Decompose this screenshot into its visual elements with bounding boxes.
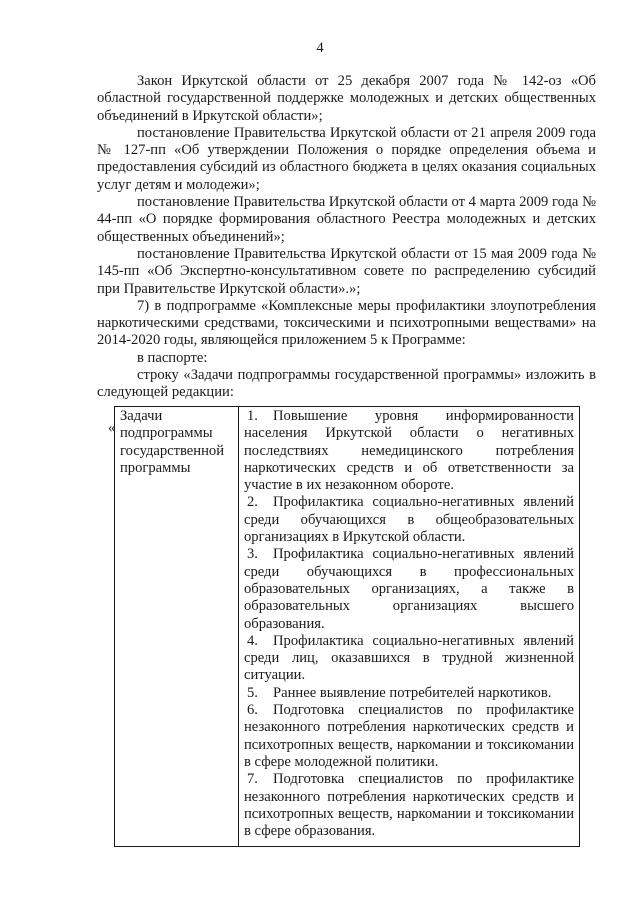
task-text: Повышение уровня информированности населения Иркутской области о негативных последствиях немедицинского потребления наркотических средств и об ответственности за участие в их незаконном обороте.: [244, 408, 574, 494]
task-text: Профилактика социально-негативных явлений среди обучающихся в общеобразовательных организациях в Иркутской области.: [244, 494, 574, 546]
paragraph-resolution-127-pp: постановление Правительства Иркутской области от 21 апреля 2009 года № 127-пп «Об утверждении Положения о порядке определения объема и предоставления субсидий из областного бюджета в целях оказания социальных услуг детям и молодежи»;: [97, 124, 596, 193]
task-item: [244, 771, 574, 840]
page-number: 4: [316, 40, 324, 56]
task-text: Раннее выявление потребителей наркотиков.: [273, 684, 552, 701]
paragraph-in-passport: в паспорте:: [137, 349, 208, 366]
task-number: 2.: [247, 494, 258, 511]
task-item: [244, 408, 574, 494]
task-item: [244, 685, 574, 702]
task-text: Профилактика социально-негативных явлений среди лиц, оказавшихся в трудной жизненной ситуации.: [244, 632, 574, 684]
task-number: 7.: [247, 771, 258, 788]
task-number: 1.: [247, 408, 258, 424]
task-text: Подготовка специалистов по профилактике незаконного потребления наркотических средств и психотропных веществ, наркомании и токсикомании в сфере молодежной политики.: [244, 702, 574, 770]
opening-quote: «: [108, 420, 116, 436]
paragraph-row-instruction: строку «Задачи подпрограммы государственной программы» изложить в следующей редакции:: [97, 367, 596, 401]
task-text: Подготовка специалистов по профилактике незаконного потребления наркотических средств и психотропных веществ, наркомании и токсикомании в сфере образования.: [244, 771, 574, 840]
paragraph-law-142-oz: Закон Иркутской области от 25 декабря 2007 года № 142-оз «Об областной государственной поддержке молодежных и детских общественных объединений в Иркутской области»;: [97, 73, 596, 124]
paragraph-resolution-44-pp: постановление Правительства Иркутской области от 4 марта 2009 года № 44-пп «О порядке формирования областного Реестра молодежных и детских общественных объединений»;: [97, 194, 596, 245]
table-row: [115, 407, 580, 847]
task-number: 4.: [247, 632, 258, 649]
task-number: 6.: [247, 702, 258, 719]
tasks-list-cell: [239, 407, 580, 847]
paragraph-item-7: 7) в подпрограмме «Комплексные меры профилактики злоупотребления наркотическими средствами, токсическими и психотропными веществами» на 2014-2020 годы, являющейся приложением 5 к Программе:: [97, 297, 596, 349]
row-header-cell: Задачи подпрограммы государственной программы: [115, 407, 239, 847]
document-body: [97, 73, 596, 402]
task-item: [244, 546, 574, 632]
task-item: [244, 633, 574, 685]
task-number: 3.: [247, 546, 258, 563]
paragraph-resolution-145-pp: постановление Правительства Иркутской области от 15 мая 2009 года № 145-пп «Об Экспертно-консультативном совете по распределению субсидий при Правительстве Иркутской области».»;: [97, 245, 596, 297]
tasks-table-wrapper: [108, 406, 580, 847]
task-number: 5.: [247, 684, 258, 701]
task-item: [244, 494, 574, 546]
task-item: [244, 702, 574, 771]
tasks-table: [114, 406, 580, 847]
task-text: Профилактика социально-негативных явлений среди обучающихся в профессиональных образовательных организациях, а также в образовательных организациях высшего образования.: [244, 546, 574, 632]
